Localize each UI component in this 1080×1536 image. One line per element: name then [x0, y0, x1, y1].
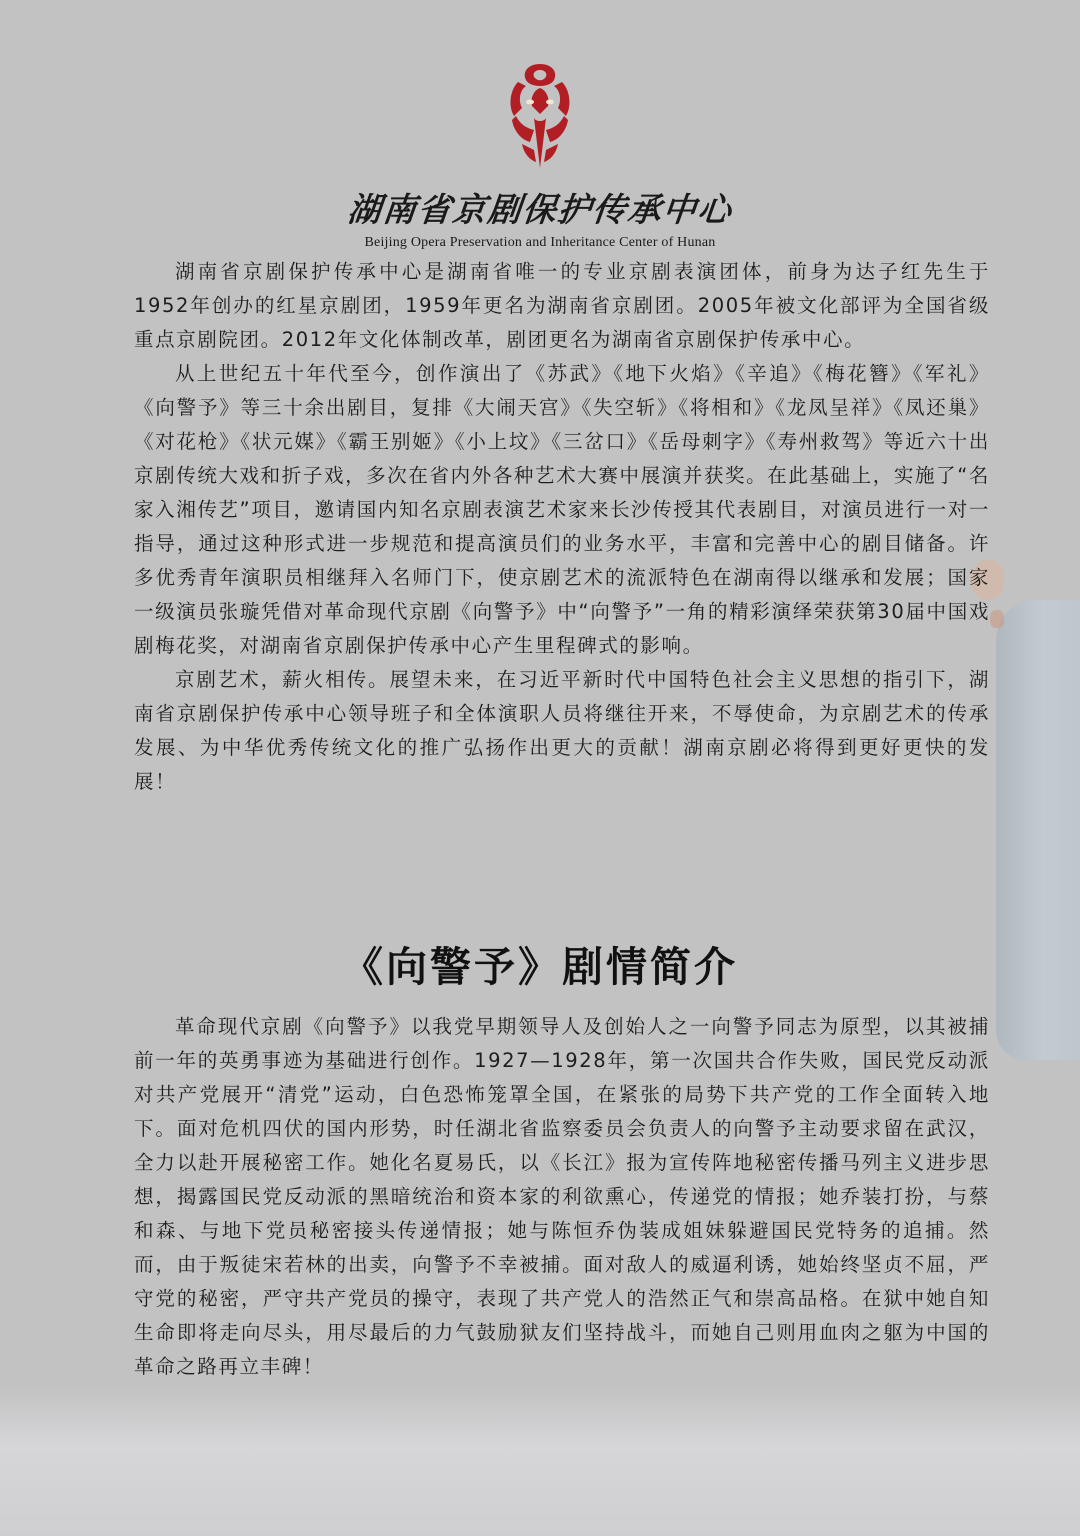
introduction-section	[134, 255, 990, 799]
organization-name-english: Beijing Opera Preservation and Inheritance Center of Hunan	[364, 235, 716, 250]
synopsis-section	[134, 1010, 990, 1384]
organization-logo	[0, 60, 1080, 251]
intro-paragraph-3: 京剧艺术，薪火相传。展望未来，在习近平新时代中国特色社会主义思想的指引下，湖南省京剧保护传承中心领导班子和全体演职人员将继往开来，不辱使命，为京剧艺术的传承发展、为中华优秀传统文化的推广弘扬作出更大的贡献！湖南京剧必将得到更好更快的发展！	[134, 668, 990, 793]
performer-hand-detail	[990, 610, 1004, 628]
organization-name-chinese: 湖南省京剧保护传承中心	[345, 190, 735, 229]
intro-paragraph-1: 湖南省京剧保护传承中心是湖南省唯一的专业京剧表演团体，前身为达子红先生于1952年创办的红星京剧团，1959年更名为湖南省京剧团。2005年被文化部评为全国省级重点京剧院团。2012年文化体制改革，剧团更名为湖南省京剧保护传承中心。	[134, 260, 990, 351]
synopsis-title: 《向警予》剧情简介	[342, 943, 738, 991]
synopsis-paragraph: 革命现代京剧《向警予》以我党早期领导人及创始人之一向警予同志为原型，以其被捕前一年的英勇事迹为基础进行创作。1927—1928年，第一次国共合作失败，国民党反动派对共产党展开“清党”运动，白色恐怖笼罩全国，在紧张的局势下共产党的工作全面转入地下。面对危机四伏的国内形势，时任湖北省监察委员会负责人的向警予主动要求留在武汉，全力以赴开展秘密工作。她化名夏易氏，以《长江》报为宣传阵地秘密传播马列主义进步思想，揭露国民党反动派的黑暗统治和资本家的利欲熏心，传递党的情报；她乔装打扮，与蔡和森、与地下党员秘密接头传递情报；她与陈恒乔伪装成姐妹躲避国民党特务的追捕。然而，由于叛徒宋若林的出卖，向警予不幸被捕。面对敌人的威逼利诱，她始终坚贞不屈，严守党的秘密，严守共产党员的操守，表现了共产党人的浩然正气和崇高品格。在狱中她自知生命即将走向尽头，用尽最后的力气鼓励狱友们坚持战斗，而她自己则用血肉之躯为中国的革命之路再立丰碑！	[134, 1015, 990, 1378]
stage-floor-background	[0, 1386, 1080, 1536]
opera-mask-icon	[500, 60, 580, 170]
intro-paragraph-2: 从上世纪五十年代至今，创作演出了《苏武》《地下火焰》《辛追》《梅花簪》《军礼》《向警予》等三十余出剧目，复排《大闹天宫》《失空斩》《将相和》《龙凤呈祥》《凤还巢》《对花枪》《状元媒》《霸王别姬》《小上坟》《三岔口》《岳母刺字》《寿州救驾》等近六十出京剧传统大戏和折子戏，多次在省内外各种艺术大赛中展演并获奖。在此基础上，实施了“名家入湘传艺”项目，邀请国内知名京剧表演艺术家来长沙传授其代表剧目，对演员进行一对一指导，通过这种形式进一步规范和提高演员们的业务水平，丰富和完善中心的剧目储备。许多优秀青年演职员相继拜入名师门下，使京剧艺术的流派特色在湖南得以继承和发展；国家一级演员张璇凭借对革命现代京剧《向警予》中“向警予”一角的精彩演绎荣获第30届中国戏剧梅花奖，对湖南省京剧保护传承中心产生里程碑式的影响。	[134, 362, 990, 657]
